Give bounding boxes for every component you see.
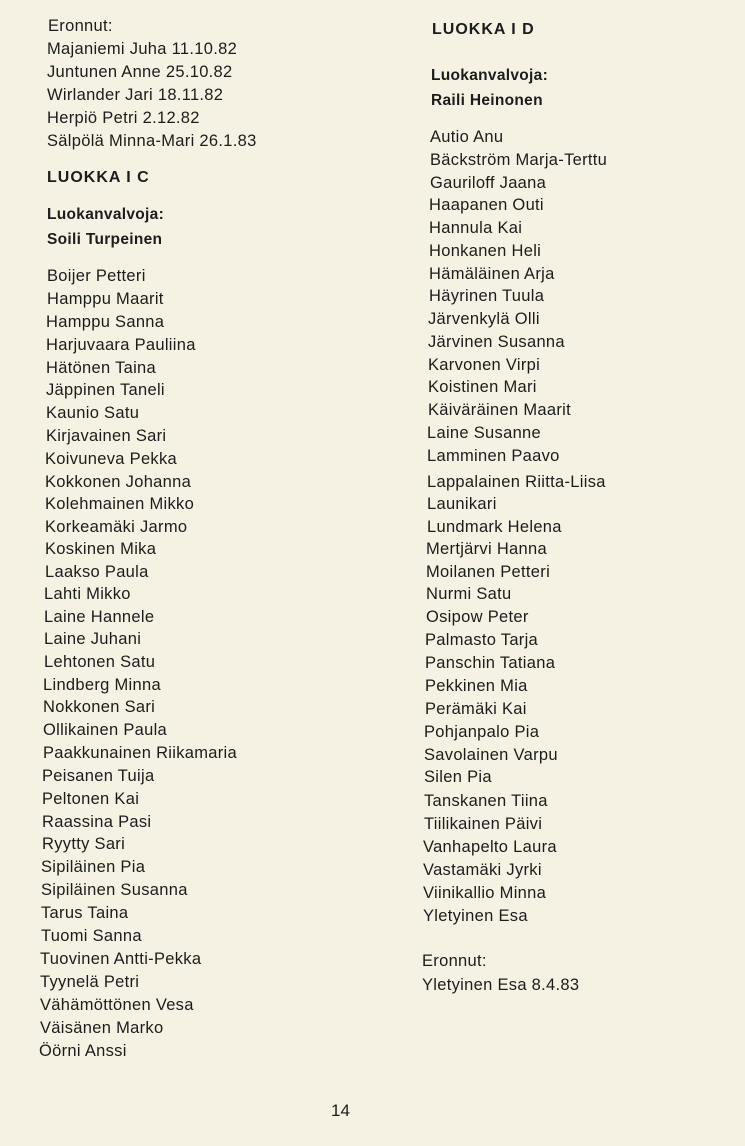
student-name: Moilanen Petteri <box>426 563 551 581</box>
student-name: Paakkunainen Riikamaria <box>43 744 237 762</box>
resigned-entry: Sälpölä Minna-Mari 26.1.83 <box>47 132 257 150</box>
student-name: Peisanen Tuija <box>42 767 155 785</box>
student-name: Peltonen Kai <box>42 790 140 808</box>
student-name: Tiilikainen Päivi <box>424 815 543 833</box>
student-name: Koivuneva Pekka <box>45 450 177 468</box>
student-name: Kolehmainen Mikko <box>45 495 195 513</box>
student-name: Autio Anu <box>430 128 504 146</box>
resigned-entry: Herpiö Petri 2.12.82 <box>47 109 200 127</box>
teacher-label: Luokanvalvoja: <box>47 206 165 223</box>
page-number: 14 <box>331 1101 350 1120</box>
student-name: Lundmark Helena <box>427 518 562 536</box>
student-name: Viinikallio Minna <box>423 884 547 902</box>
resigned-label: Eronnut: <box>422 952 487 970</box>
student-name: Palmasto Tarja <box>425 631 539 649</box>
student-name: Honkanen Heli <box>429 242 542 260</box>
student-name: Hätönen Taina <box>46 359 157 377</box>
student-name: Sipiläinen Pia <box>41 858 146 876</box>
student-name: Vähämöttönen Vesa <box>40 996 194 1014</box>
student-name: Lindberg Minna <box>43 676 161 694</box>
student-name: Tyynelä Petri <box>40 973 140 991</box>
student-name: Nokkonen Sari <box>43 698 156 716</box>
student-name: Tuovinen Antti-Pekka <box>40 950 202 968</box>
resigned-entry: Juntunen Anne 25.10.82 <box>47 63 233 81</box>
student-name: Häyrinen Tuula <box>429 287 545 305</box>
student-name: Kirjavainen Sari <box>46 427 167 445</box>
student-name: Sipiläinen Susanna <box>41 881 188 899</box>
student-name: Gauriloff Jaana <box>430 174 547 192</box>
student-name: Hämäläinen Arja <box>429 265 555 283</box>
student-name: Laakso Paula <box>45 563 149 581</box>
student-name: Öörni Anssi <box>39 1042 127 1060</box>
student-name: Silen Pia <box>424 768 492 786</box>
student-name: Ryytty Sari <box>42 835 126 853</box>
student-name: Pohjanpalo Pia <box>424 723 540 741</box>
student-name: Laine Hannele <box>44 608 155 626</box>
student-name: Launikari <box>427 495 497 513</box>
student-name: Ollikainen Paula <box>43 721 168 739</box>
student-name: Perämäki Kai <box>425 700 527 718</box>
student-name: Tanskanen Tiina <box>424 792 548 810</box>
student-name: Bäckström Marja-Terttu <box>430 151 608 169</box>
student-name: Korkeamäki Jarmo <box>45 518 188 536</box>
resigned-entry: Majaniemi Juha 11.10.82 <box>47 40 238 58</box>
student-name: Hannula Kai <box>429 219 523 237</box>
student-name: Haapanen Outi <box>429 196 544 214</box>
student-name: Koskinen Mika <box>45 540 157 558</box>
student-name: Tuomi Sanna <box>41 927 142 945</box>
class-heading-1d: LUOKKA I D <box>432 21 535 38</box>
student-name: Väisänen Marko <box>40 1019 164 1037</box>
class-heading-1c: LUOKKA I C <box>47 169 150 186</box>
student-name: Koistinen Mari <box>428 378 537 396</box>
student-name: Järvenkylä Olli <box>428 310 540 328</box>
student-name: Hamppu Sanna <box>46 313 165 331</box>
teacher-name: Raili Heinonen <box>431 92 543 109</box>
student-name: Karvonen Virpi <box>428 356 541 374</box>
student-name: Tarus Taina <box>41 904 129 922</box>
teacher-label: Luokanvalvoja: <box>431 67 549 84</box>
student-name: Nurmi Satu <box>426 585 512 603</box>
student-name: Mertjärvi Hanna <box>426 540 547 558</box>
student-name: Harjuvaara Pauliina <box>46 336 196 354</box>
student-name: Järvinen Susanna <box>428 333 565 351</box>
student-name: Pekkinen Mia <box>425 677 528 695</box>
resigned-entry: Wirlander Jari 18.11.82 <box>47 86 224 104</box>
student-name: Boijer Petteri <box>47 267 146 285</box>
student-name: Osipow Peter <box>426 608 529 626</box>
resigned-entry: Yletyinen Esa 8.4.83 <box>422 976 580 994</box>
student-name: Lappalainen Riitta-Liisa <box>427 473 606 491</box>
student-name: Lahti Mikko <box>44 585 131 603</box>
student-name: Kokkonen Johanna <box>45 473 192 491</box>
student-name: Laine Susanne <box>427 424 541 442</box>
student-name: Savolainen Varpu <box>424 746 558 764</box>
student-name: Panschin Tatiana <box>425 654 556 672</box>
student-name: Yletyinen Esa <box>423 907 528 925</box>
student-name: Lehtonen Satu <box>44 653 156 671</box>
student-name: Hamppu Maarit <box>47 290 164 308</box>
student-name: Käiväräinen Maarit <box>428 401 571 419</box>
student-name: Kaunio Satu <box>46 404 140 422</box>
student-name: Jäppinen Taneli <box>46 381 165 399</box>
student-name: Vastamäki Jyrki <box>423 861 542 879</box>
resigned-label: Eronnut: <box>48 17 113 35</box>
student-name: Laine Juhani <box>44 630 142 648</box>
student-name: Raassina Pasi <box>42 813 152 831</box>
student-name: Lamminen Paavo <box>427 447 560 465</box>
teacher-name: Soili Turpeinen <box>47 231 163 248</box>
student-name: Vanhapelto Laura <box>423 838 557 856</box>
